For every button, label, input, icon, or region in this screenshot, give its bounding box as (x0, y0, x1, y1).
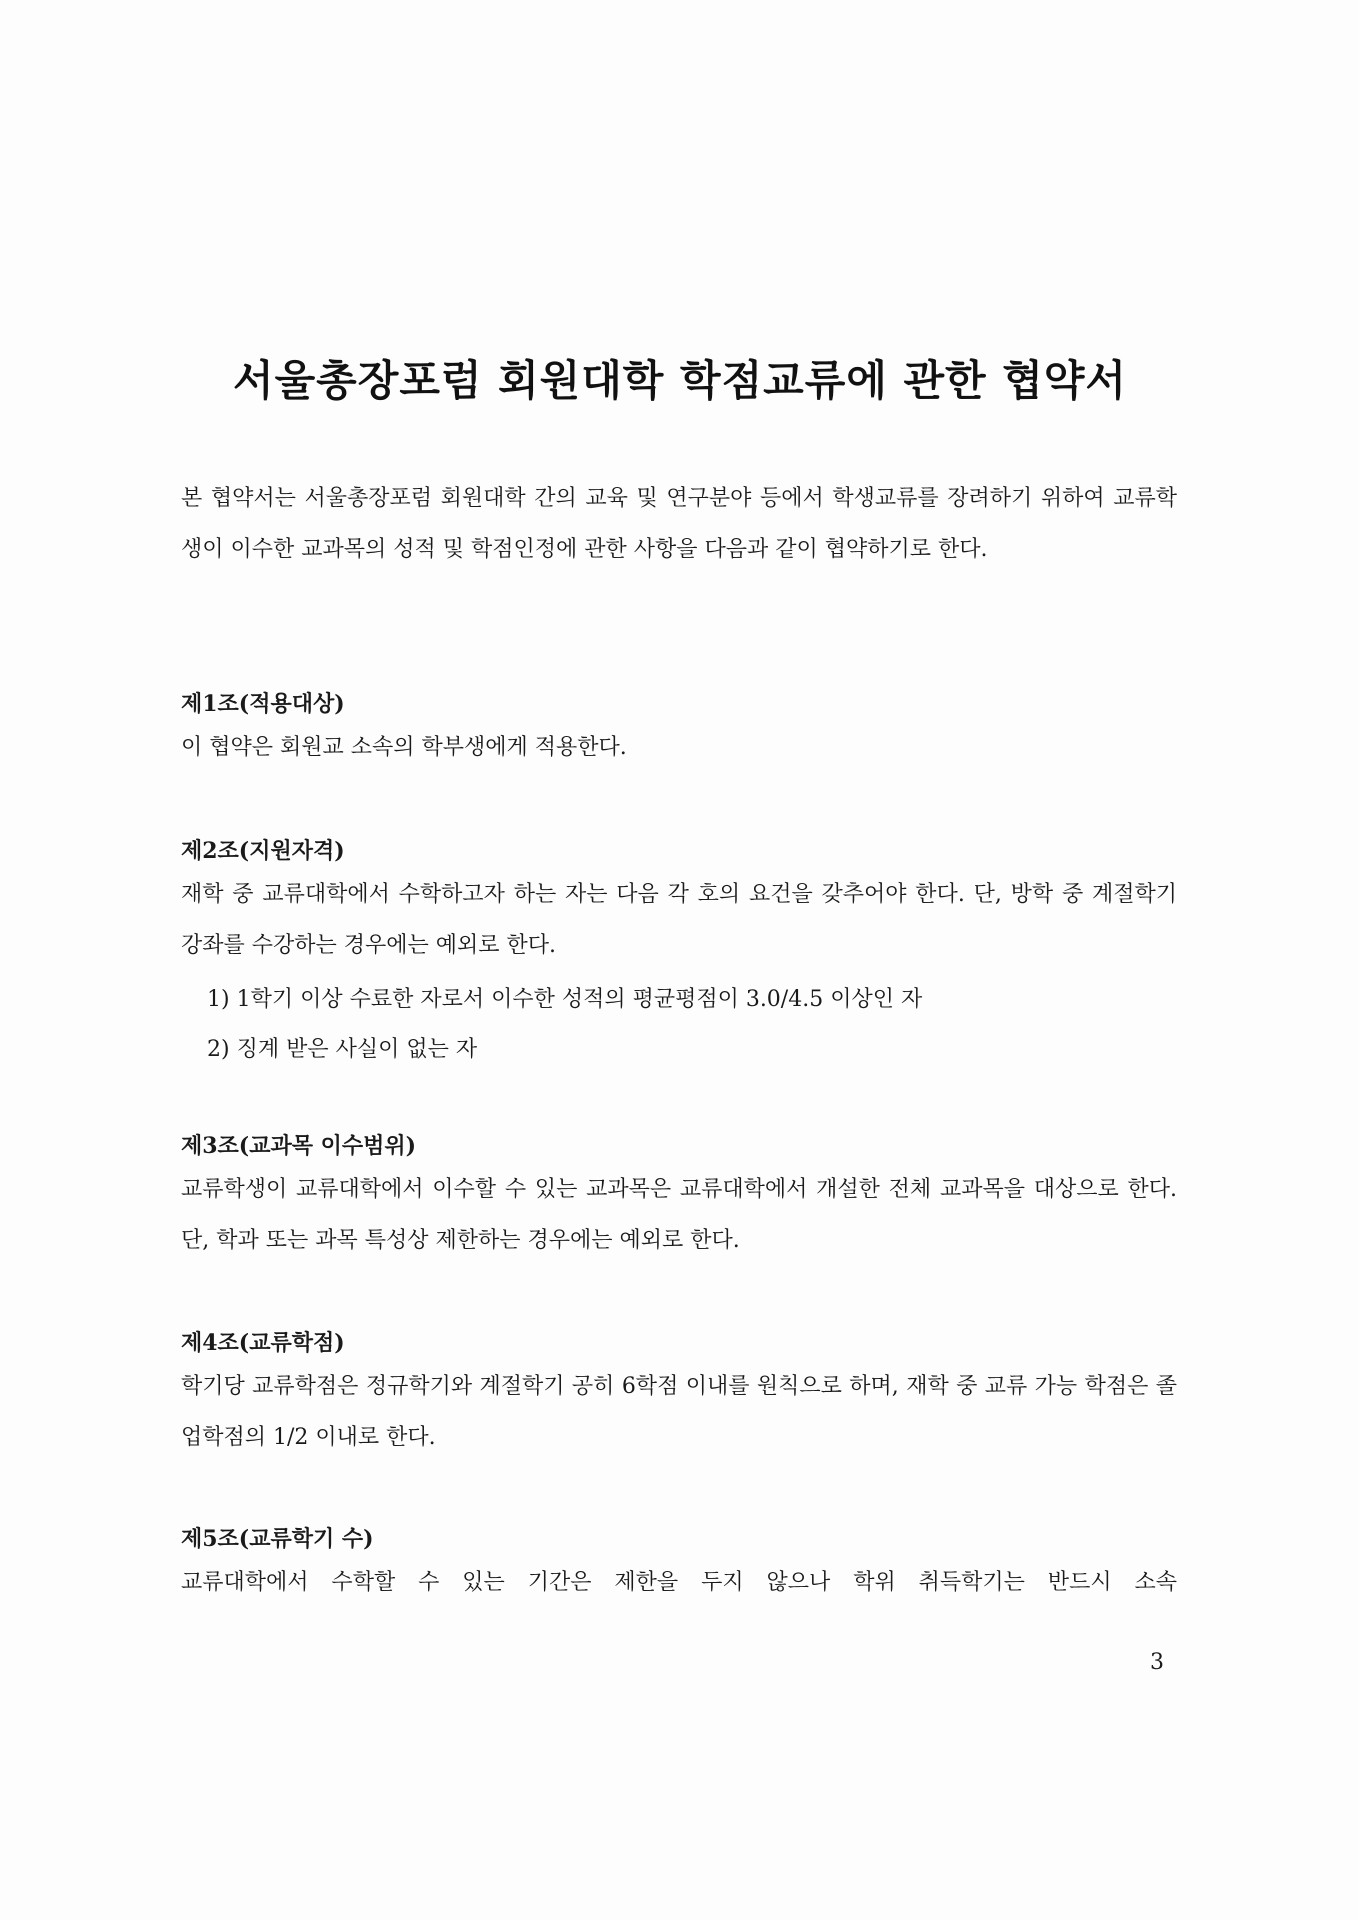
article-2-body: 재학 중 교류대학에서 수학하고자 하는 자는 다음 각 호의 요건을 갖추어야 한다. 단, 방학 중 계절학기 강좌를 수강하는 경우에는 예외로 한다. (181, 882, 1177, 958)
article-3-body: 교류학생이 교류대학에서 이수할 수 있는 교과목은 교류대학에서 개설한 전체 교과목을 대상으로 한다. 단, 학과 또는 과목 특성상 제한하는 경우에는 예외로 한다. (181, 1177, 1177, 1253)
article-2-item-2: 2) 징계 받은 사실이 없는 자 (207, 1037, 478, 1062)
article-2-heading: 제2조(지원자격) (181, 838, 345, 864)
article-5-heading: 제5조(교류학기 수) (181, 1526, 374, 1552)
article-1-body: 이 협약은 회원교 소속의 학부생에게 적용한다. (181, 735, 627, 760)
article-4-body: 학기당 교류학점은 정규학기와 계절학기 공히 6학점 이내를 원칙으로 하며, 재학 중 교류 가능 학점은 졸업학점의 1/2 이내로 한다. (181, 1374, 1177, 1450)
article-2-item-1: 1) 1학기 이상 수료한 자로서 이수한 성적의 평균평점이 3.0/4.5 이상인 자 (207, 987, 923, 1012)
page-number: 3 (1150, 1650, 1164, 1675)
article-1-heading: 제1조(적용대상) (181, 691, 345, 717)
article-4-heading: 제4조(교류학점) (181, 1330, 345, 1356)
article-5-body: 교류대학에서 수학할 수 있는 기간은 제한을 두지 않으나 학위 취득학기는 반드시 소속 (181, 1570, 1177, 1595)
article-3-heading: 제3조(교과목 이수범위) (181, 1133, 417, 1159)
document-title: 서울총장포럼 회원대학 학점교류에 관한 협약서 (233, 356, 1127, 405)
preamble-paragraph: 본 협약서는 서울총장포럼 회원대학 간의 교육 및 연구분야 등에서 학생교류를 장려하기 위하여 교류학생이 이수한 교과목의 성적 및 학점인정에 관한 사항을 다음과 같이 협약하기로 한다. (181, 486, 1177, 562)
